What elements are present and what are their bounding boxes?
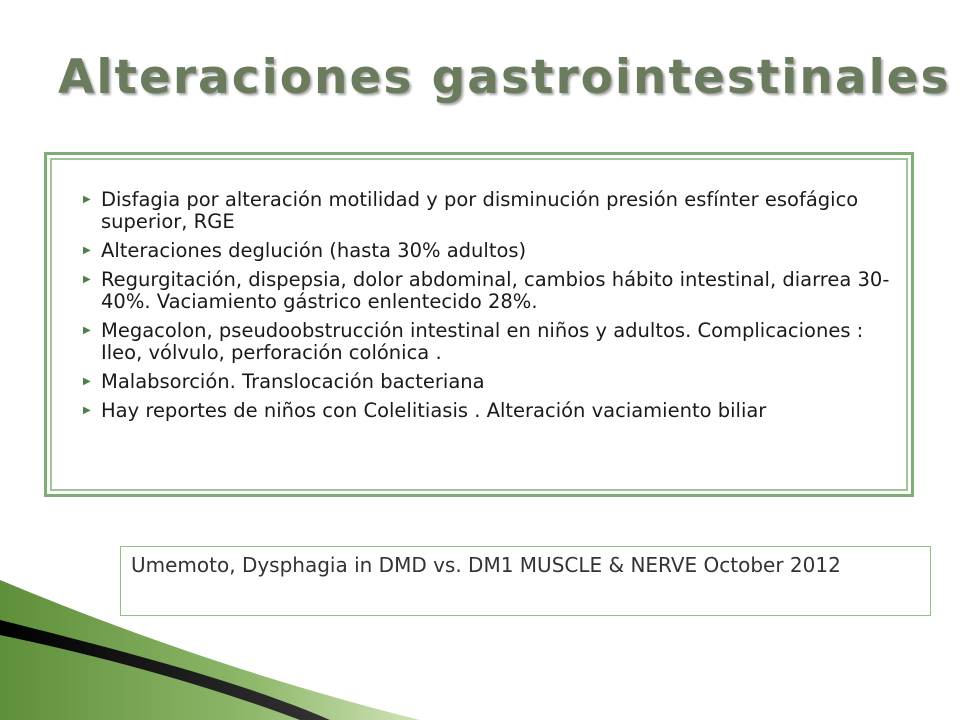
triangle-right-icon: ▶ (83, 194, 91, 205)
bullet-text: Disfagia por alteración motilidad y por disminución presión esfínter esofágico superior, RGE (101, 188, 859, 233)
slide-title: Alteraciones gastrointestinales (58, 50, 951, 105)
bullet-list (75, 189, 893, 429)
citation-text: Umemoto, Dysphagia in DMD vs. DM1 MUSCLE & NERVE October 2012 (131, 553, 841, 577)
triangle-right-icon: ▶ (83, 274, 91, 285)
bullet-item (75, 320, 893, 364)
triangle-right-icon: ▶ (83, 376, 91, 387)
bullet-item (75, 371, 893, 393)
bullet-text: Alteraciones deglución (hasta 30% adultos) (101, 239, 527, 262)
bullet-item (75, 400, 893, 422)
triangle-right-icon: ▶ (83, 325, 91, 336)
bullet-item (75, 240, 893, 262)
bullet-item (75, 189, 893, 233)
decorative-swoosh (0, 560, 500, 720)
bullet-text: Malabsorción. Translocación bacteriana (101, 370, 485, 393)
triangle-right-icon: ▶ (83, 405, 91, 416)
bullet-text: Regurgitación, dispepsia, dolor abdominal, cambios hábito intestinal, diarrea 30-40%. Vaciamiento gástrico enlentecido 28%. (101, 268, 890, 313)
triangle-right-icon: ▶ (83, 245, 91, 256)
content-box (44, 152, 914, 497)
bullet-text: Hay reportes de niños con Colelitiasis . Alteración vaciamiento biliar (101, 399, 767, 422)
swoosh-green (0, 580, 420, 720)
bullet-text: Megacolon, pseudoobstrucción intestinal en niños y adultos. Complicaciones : Ileo, vólvulo, perforación colónica . (101, 319, 864, 364)
bullet-item (75, 269, 893, 313)
